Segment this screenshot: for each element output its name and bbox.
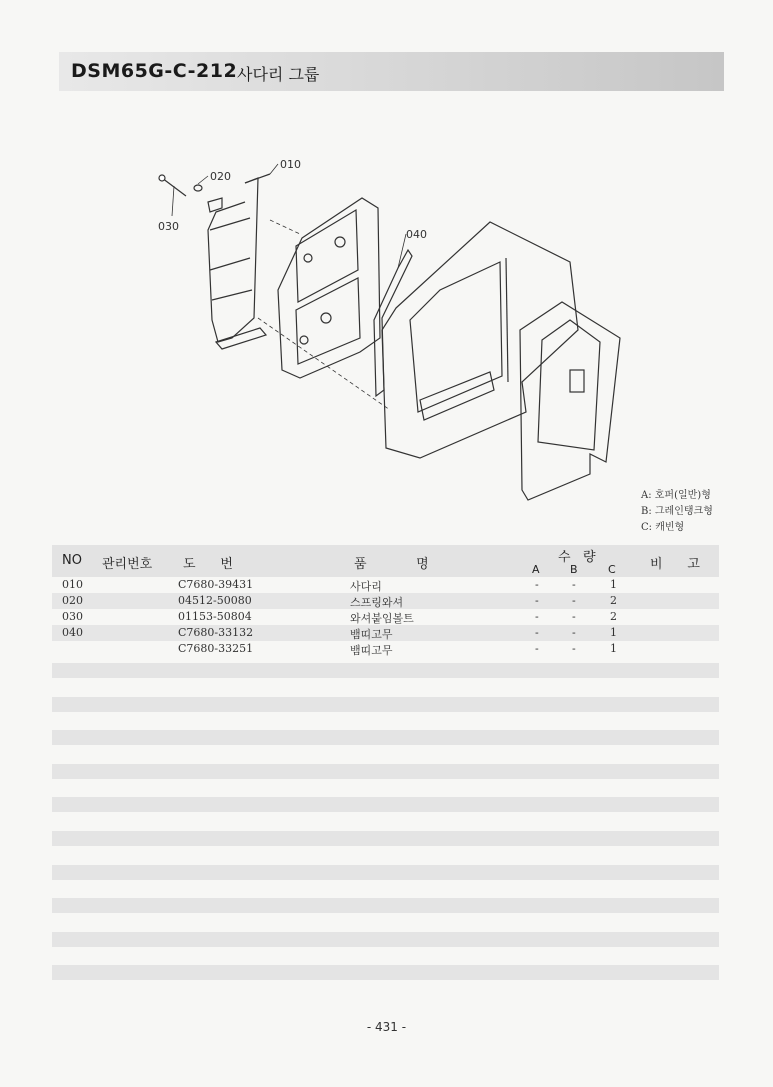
header-part-name: 품 명 <box>354 557 429 572</box>
empty-row-stripe <box>52 697 719 712</box>
cell-no: 040 <box>62 626 83 639</box>
table-row <box>52 609 719 625</box>
cell-qty-c: 1 <box>610 578 617 591</box>
cell-qty-a: - <box>535 578 539 591</box>
cell-part-name: 뱀띠고무 <box>350 644 393 657</box>
header-no: NO <box>62 553 82 568</box>
cell-qty-c: 1 <box>610 626 617 639</box>
parts-table-header <box>52 545 719 577</box>
cell-qty-c: 2 <box>610 594 617 607</box>
table-row <box>52 641 719 657</box>
cell-qty-a: - <box>535 626 539 639</box>
cell-no: 010 <box>62 578 83 591</box>
empty-row-stripe <box>52 831 719 846</box>
cell-drawing-no: 01153-50804 <box>178 610 252 623</box>
cell-qty-c: 1 <box>610 642 617 655</box>
group-code: DSM65G-C-212 <box>71 60 238 82</box>
table-row <box>52 577 719 593</box>
empty-row-stripe <box>52 865 719 880</box>
washer-drawing <box>194 185 202 191</box>
cell-drawing-no: C7680-39431 <box>178 578 254 591</box>
title-bar <box>59 52 724 91</box>
cell-qty-b: - <box>572 594 576 607</box>
header-qty-b: B <box>570 563 578 576</box>
cell-drawing-no: 04512-50080 <box>178 594 252 607</box>
cell-part-name: 와셔붙임볼트 <box>350 612 414 625</box>
bolt-drawing <box>159 175 186 196</box>
cell-qty-a: - <box>535 594 539 607</box>
side-panel-drawing <box>520 302 620 500</box>
cell-part-name: 사다리 <box>350 580 382 593</box>
type-legend <box>641 488 713 536</box>
cell-drawing-no: C7680-33132 <box>178 626 254 639</box>
cell-qty-b: - <box>572 642 576 655</box>
cell-drawing-no: C7680-33251 <box>178 642 254 655</box>
cell-qty-b: - <box>572 626 576 639</box>
door-frame-drawing <box>278 198 380 378</box>
table-row <box>52 593 719 609</box>
group-name: 사다리 그룹 <box>237 65 320 84</box>
empty-row-stripe <box>52 764 719 779</box>
legend-item: C: 캐빈형 <box>641 522 685 533</box>
cell-part-name: 스프링와셔 <box>350 596 404 609</box>
header-mgmt-no: 관리번호 <box>102 557 153 572</box>
empty-row-stripe <box>52 663 719 678</box>
header-quantity: 수 량 <box>558 550 596 565</box>
legend-item: B: 그레인탱크형 <box>641 506 713 517</box>
legend-item: A: 호퍼(일반)형 <box>641 490 711 501</box>
callout-040: 040 <box>406 228 427 241</box>
cell-no: 020 <box>62 594 83 607</box>
callout-020: 020 <box>210 170 231 183</box>
ladder-drawing <box>208 174 270 349</box>
cell-no: 030 <box>62 610 83 623</box>
cell-part-name: 뱀띠고무 <box>350 628 393 641</box>
empty-row-stripe <box>52 797 719 812</box>
cell-qty-b: - <box>572 610 576 623</box>
header-remarks: 비 고 <box>650 557 700 572</box>
empty-row-stripe <box>52 730 719 745</box>
callout-030: 030 <box>158 220 179 233</box>
header-qty-a: A <box>532 563 540 576</box>
empty-row-stripe <box>52 932 719 947</box>
empty-row-stripe <box>52 898 719 913</box>
table-row <box>52 625 719 641</box>
empty-row-stripe <box>52 965 719 980</box>
parts-diagram <box>150 150 640 510</box>
cell-qty-c: 2 <box>610 610 617 623</box>
header-drawing-no: 도 번 <box>183 557 233 572</box>
header-qty-c: C <box>608 563 616 576</box>
cell-qty-a: - <box>535 610 539 623</box>
cell-qty-b: - <box>572 578 576 591</box>
cell-qty-a: - <box>535 642 539 655</box>
callout-010: 010 <box>280 158 301 171</box>
page-number: - 431 - <box>366 1020 407 1034</box>
